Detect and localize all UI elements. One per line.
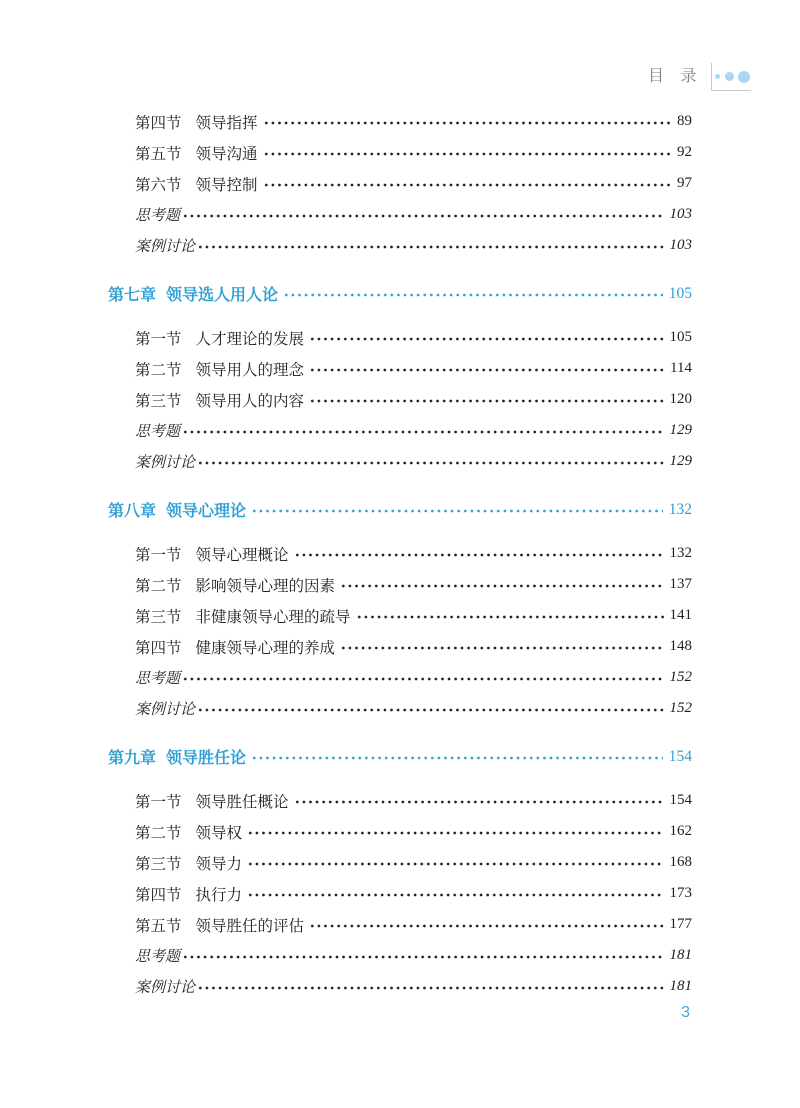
entry-label: 第二节 (135, 824, 182, 842)
entry-title: 思考题 (135, 949, 181, 965)
entry-page-number: 162 (669, 823, 692, 839)
dotted-leader (294, 798, 664, 806)
dotted-leader (197, 984, 663, 992)
dotted-leader (247, 829, 663, 837)
dotted-leader (356, 613, 664, 621)
dotted-leader (340, 582, 663, 590)
entry-page-number: 92 (677, 144, 692, 160)
entry-title: 执行力 (195, 886, 243, 904)
entry-page-number: 181 (669, 978, 692, 994)
dotted-leader (182, 675, 663, 683)
entry-label: 第六节 (135, 176, 182, 194)
toc-row (108, 878, 692, 909)
dotted-leader (251, 507, 663, 515)
dotted-leader (182, 428, 663, 436)
entry-page-number: 105 (668, 284, 692, 302)
toc-row (108, 230, 692, 261)
entry-page-number: 181 (669, 947, 692, 963)
dotted-leader (283, 291, 663, 299)
decorative-dot-medium-icon (725, 72, 734, 81)
entry-page-number: 120 (669, 391, 692, 407)
entry-title: 领导力 (195, 855, 243, 873)
entry-label: 第五节 (135, 917, 182, 935)
entry-title: 案例讨论 (135, 239, 196, 255)
dotted-leader (182, 953, 663, 961)
entry-title: 健康领导心理的养成 (195, 639, 336, 657)
dotted-leader (197, 459, 663, 467)
toc-chapter-row (108, 741, 692, 772)
entry-title: 案例讨论 (135, 702, 196, 718)
toc-row (108, 137, 692, 168)
entry-title: 思考题 (135, 671, 181, 687)
toc-row (108, 971, 692, 1002)
entry-label: 第四节 (135, 886, 182, 904)
entry-page-number: 129 (669, 453, 692, 469)
toc-row (108, 199, 692, 230)
entry-label: 第八章 (108, 503, 157, 520)
toc-row (108, 446, 692, 477)
toc-row (108, 168, 692, 199)
entry-label: 第二节 (135, 361, 182, 379)
entry-title: 思考题 (135, 208, 181, 224)
entry-page-number: 141 (669, 607, 692, 623)
toc-row (108, 569, 692, 600)
entry-title: 人才理论的发展 (195, 330, 305, 348)
entry-page-number: 168 (669, 854, 692, 870)
entry-page-number: 97 (677, 175, 692, 191)
entry-page-number: 129 (669, 422, 692, 438)
entry-title: 领导权 (195, 824, 243, 842)
entry-title: 非健康领导心理的疏导 (195, 608, 351, 626)
toc-row (108, 940, 692, 971)
dotted-leader (309, 922, 663, 930)
entry-page-number: 89 (677, 113, 692, 129)
entry-title: 领导指挥 (195, 114, 258, 132)
header-dots-decoration (711, 63, 751, 91)
dotted-leader (247, 860, 663, 868)
entry-page-number: 132 (668, 500, 692, 518)
entry-page-number: 105 (669, 329, 692, 345)
dotted-leader (340, 644, 663, 652)
dotted-leader (251, 754, 663, 762)
page-header (648, 63, 751, 91)
entry-title: 领导胜任概论 (195, 793, 289, 811)
toc-row (108, 353, 692, 384)
entry-label: 第七章 (108, 287, 157, 304)
entry-title: 领导控制 (195, 176, 258, 194)
entry-label: 第三节 (135, 392, 182, 410)
entry-title: 影响领导心理的因素 (195, 577, 336, 595)
entry-title: 领导胜任论 (166, 750, 247, 767)
entry-page-number: 152 (669, 700, 692, 716)
toc-row (108, 322, 692, 353)
entry-title: 领导胜任的评估 (195, 917, 305, 935)
entry-page-number: 173 (669, 885, 692, 901)
entry-label: 第四节 (135, 114, 182, 132)
entry-title: 领导沟通 (195, 145, 258, 163)
dotted-leader (182, 212, 663, 220)
entry-label: 第九章 (108, 750, 157, 767)
entry-title: 领导用人的理念 (195, 361, 305, 379)
dotted-leader (263, 119, 671, 127)
toc-row (108, 600, 692, 631)
entry-page-number: 148 (669, 638, 692, 654)
entry-label: 第一节 (135, 546, 182, 564)
entry-label: 第四节 (135, 639, 182, 657)
entry-page-number: 114 (670, 360, 692, 376)
entry-title: 领导选人用人论 (166, 287, 279, 304)
entry-label: 第五节 (135, 145, 182, 163)
decorative-dot-large-icon (738, 71, 750, 83)
entry-page-number: 152 (669, 669, 692, 685)
toc-row (108, 106, 692, 137)
dotted-leader (263, 150, 671, 158)
toc-chapter-row (108, 278, 692, 309)
page-number: 3 (681, 1004, 690, 1021)
entry-label: 第三节 (135, 855, 182, 873)
dotted-leader (197, 706, 663, 714)
entry-title: 领导心理论 (166, 503, 247, 520)
toc-row (108, 847, 692, 878)
toc-list (108, 106, 692, 1002)
dotted-leader (197, 243, 663, 251)
toc-row (108, 538, 692, 569)
toc-row (108, 816, 692, 847)
dotted-leader (294, 551, 664, 559)
entry-title: 领导心理概论 (195, 546, 289, 564)
entry-page-number: 103 (669, 237, 692, 253)
toc-row (108, 662, 692, 693)
toc-row (108, 415, 692, 446)
entry-page-number: 137 (669, 576, 692, 592)
entry-page-number: 177 (669, 916, 692, 932)
entry-label: 第一节 (135, 793, 182, 811)
dotted-leader (263, 181, 671, 189)
dotted-leader (309, 366, 664, 374)
entry-page-number: 154 (668, 747, 692, 765)
dotted-leader (309, 397, 663, 405)
toc-row (108, 384, 692, 415)
entry-label: 第一节 (135, 330, 182, 348)
toc-chapter-row (108, 494, 692, 525)
entry-title: 案例讨论 (135, 455, 196, 471)
entry-label: 第二节 (135, 577, 182, 595)
entry-title: 案例讨论 (135, 980, 196, 996)
toc-row (108, 693, 692, 724)
page-footer (681, 1004, 690, 1022)
decorative-dot-small-icon (715, 74, 720, 79)
entry-page-number: 154 (669, 792, 692, 808)
entry-title: 领导用人的内容 (195, 392, 305, 410)
dotted-leader (247, 891, 663, 899)
toc-row (108, 785, 692, 816)
toc-row (108, 631, 692, 662)
entry-title: 思考题 (135, 424, 181, 440)
entry-page-number: 132 (669, 545, 692, 561)
header-title: 目 录 (648, 68, 703, 85)
toc-row (108, 909, 692, 940)
dotted-leader (309, 335, 663, 343)
entry-page-number: 103 (669, 206, 692, 222)
entry-label: 第三节 (135, 608, 182, 626)
